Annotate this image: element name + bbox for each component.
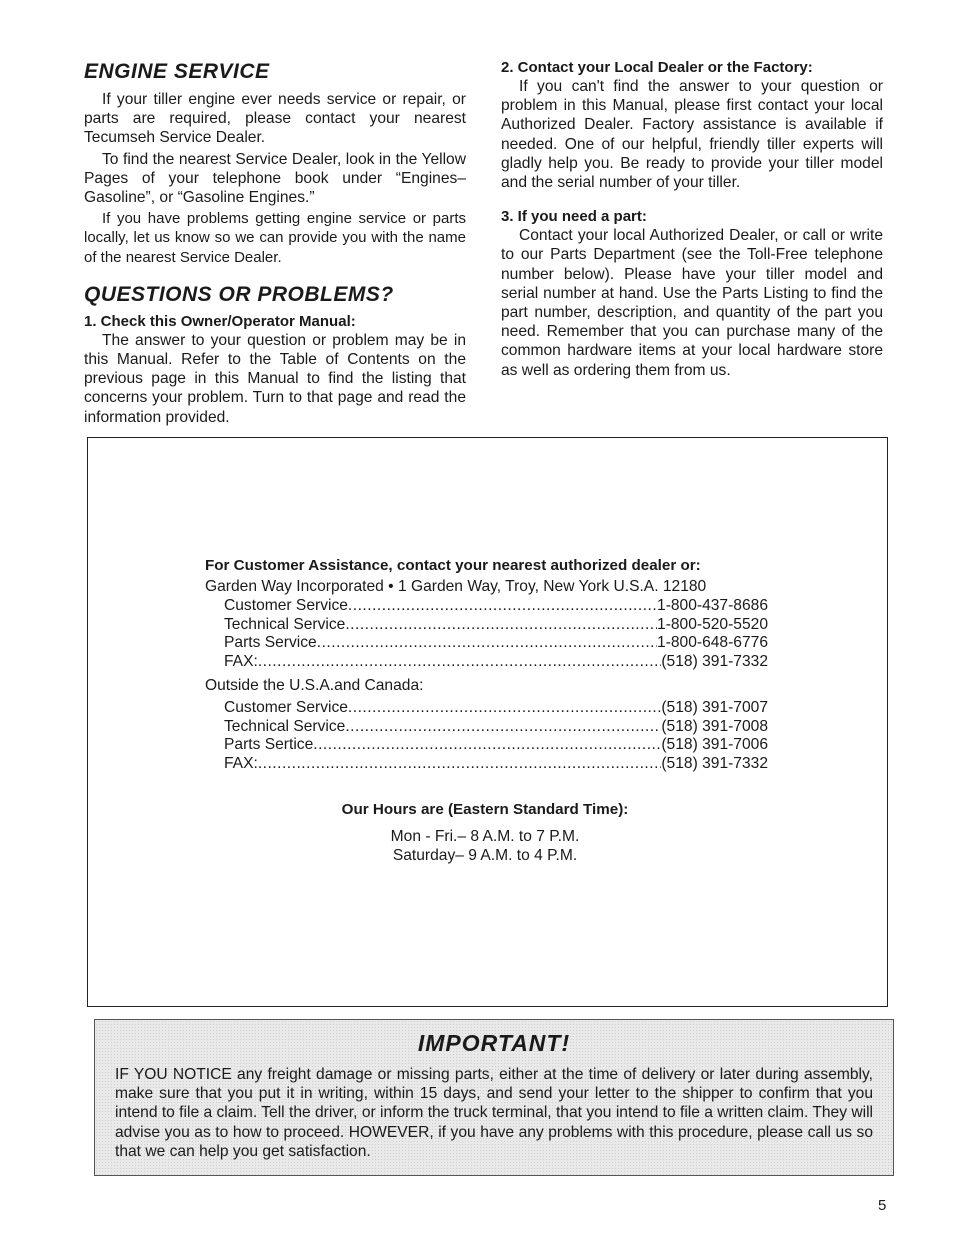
engine-service-paragraph-1: If your tiller engine ever needs service or repair, or parts are required, please contact your nearest Tecumseh Service Dealer. xyxy=(84,91,466,147)
phone-number: (518) 391-7007 xyxy=(661,698,768,716)
phone-row xyxy=(224,616,768,635)
questions-title: QUESTIONS OR PROBLEMS? xyxy=(84,282,394,306)
assistance-heading: For Customer Assistance, contact your nearest authorized dealer or: xyxy=(205,557,701,574)
dot-leader xyxy=(345,718,661,737)
dot-leader xyxy=(317,634,657,653)
item-2-heading: 2. Contact your Local Dealer or the Factory: xyxy=(501,59,813,76)
phone-row xyxy=(224,653,768,672)
phone-label: FAX: xyxy=(224,754,258,772)
outside-usa-label: Outside the U.S.A.and Canada: xyxy=(205,676,424,694)
dot-leader xyxy=(348,597,657,616)
phone-label: Technical Service xyxy=(224,717,346,735)
engine-service-title: ENGINE SERVICE xyxy=(84,60,270,83)
phone-label: Parts Service xyxy=(224,634,317,652)
phone-row xyxy=(224,597,768,616)
phone-row xyxy=(224,755,768,774)
item-gap xyxy=(501,194,883,208)
phone-label: Customer Service xyxy=(224,698,348,716)
phone-row xyxy=(224,736,768,755)
item-1-heading: 1. Check this Owner/Operator Manual: xyxy=(84,312,356,330)
phone-label: FAX: xyxy=(224,653,258,671)
phone-number: (518) 391-7332 xyxy=(661,653,768,671)
phone-number: 1-800-648-6776 xyxy=(657,634,768,652)
phone-label: Parts Sertice xyxy=(224,736,314,754)
dot-leader xyxy=(258,653,662,672)
item-3-heading: 3. If you need a part: xyxy=(501,208,647,226)
dot-leader xyxy=(258,755,662,774)
dot-leader xyxy=(313,736,661,755)
important-title: IMPORTANT! xyxy=(417,1030,571,1056)
assistance-block xyxy=(205,556,768,865)
dot-leader xyxy=(345,616,657,635)
business-hours xyxy=(205,800,765,865)
right-column xyxy=(501,59,883,382)
phone-row xyxy=(224,634,768,653)
item-2-text: If you can't find the answer to your question or problem in this Manual, please first contact your local Authorized Dealer. Factory assistance is available if needed. One of our helpful, friendly tiller experts will gladly help you. Be ready to provide your tiller model and the serial number of your tiller. xyxy=(501,78,883,192)
phone-number: (518) 391-7332 xyxy=(661,754,768,772)
customer-assistance-box xyxy=(87,437,888,1007)
important-text: IF YOU NOTICE any freight damage or missing parts, either at the time of delivery or later during assembly, make sure that you put it in writing, within 15 days, and send your letter to the shipper to confirm that you intend to file a claim. Tell the driver, or inform the truck terminal, that you intend to file a written claim. They will advise you as to how to proceed. HOWEVER, if you have any problems with this procedure, please call us so that we can help you get satisfaction. xyxy=(115,1066,873,1160)
phone-row xyxy=(224,718,768,737)
hours-heading: Our Hours are (Eastern Standard Time): xyxy=(341,800,629,818)
phone-number: 1-800-520-5520 xyxy=(657,615,768,633)
hours-weekday: Mon - Fri.– 8 A.M. to 7 P.M. xyxy=(390,827,580,845)
phone-number: (518) 391-7006 xyxy=(661,736,768,754)
phone-label: Customer Service xyxy=(224,597,348,614)
section-gap xyxy=(84,269,466,283)
engine-service-paragraph-2: To find the nearest Service Dealer, look in the Yellow Pages of your telephone book under “Engines– Gasoline”, or “Gasoline Engines.” xyxy=(84,150,466,207)
dot-leader xyxy=(348,699,661,718)
important-notice-box xyxy=(94,1019,894,1176)
phone-label: Technical Service xyxy=(224,615,346,633)
page-number: 5 xyxy=(878,1197,887,1214)
phone-number: 1-800-437-8686 xyxy=(657,597,768,614)
item-1-text: The answer to your question or problem may be in this Manual. Refer to the Table of Contents on the previous page in this Manual to find the listing that concerns your problem. Turn to that page and read the information provided. xyxy=(84,331,466,426)
hours-saturday: Saturday– 9 A.M. to 4 P.M. xyxy=(392,846,578,864)
item-3-text: Contact your local Authorized Dealer, or call or write to our Parts Department (see the Toll-Free telephone number below). Please have your tiller model and serial number at hand. Use the Parts Listing to find the part number, description, and quantity of the part you need. Remember that you can purchase many of the common hardware items at your local hardware store as well as ordering them from us. xyxy=(501,227,883,379)
company-address: Garden Way Incorporated • 1 Garden Way, Troy, New York U.S.A. 12180 xyxy=(205,578,707,595)
phone-row xyxy=(224,699,768,718)
left-column xyxy=(84,60,466,429)
phone-number: (518) 391-7008 xyxy=(661,717,768,735)
engine-service-paragraph-3: If you have problems getting engine service or parts locally, let us know so we can provide you with the name of the nearest Service Dealer. xyxy=(84,210,466,266)
